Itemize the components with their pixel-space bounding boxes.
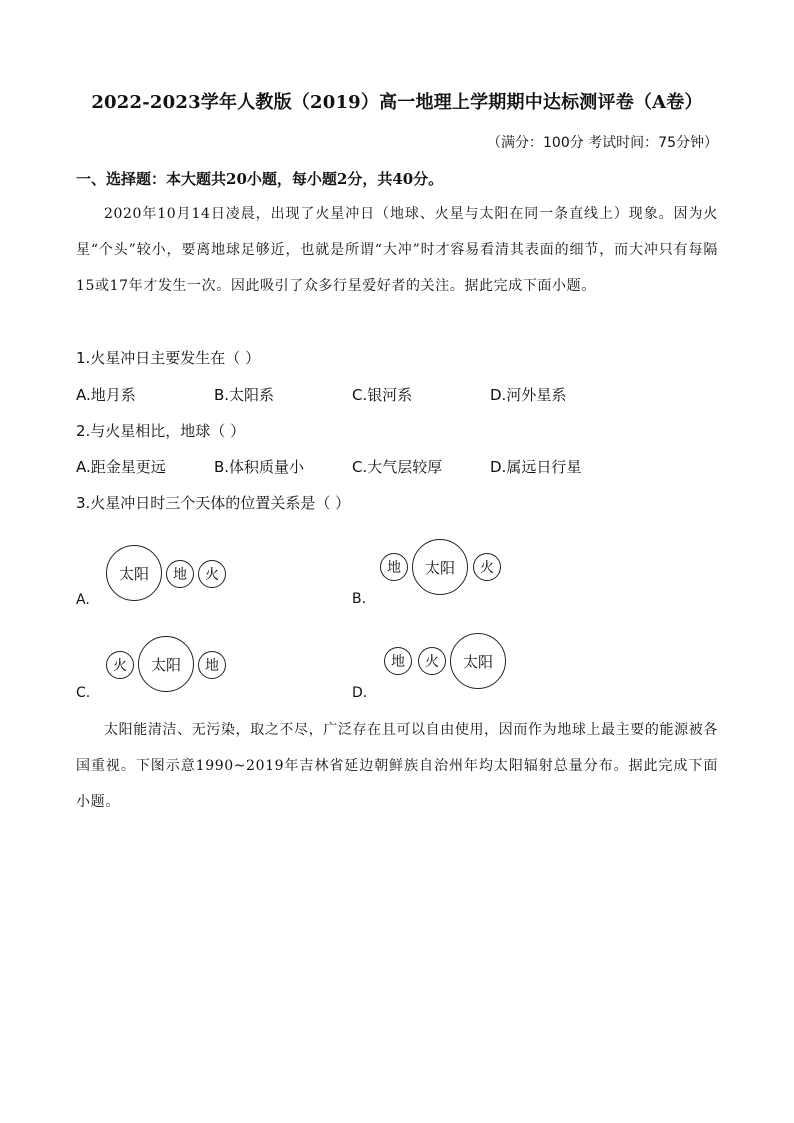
- diagram-c[interactable]: [76, 633, 296, 707]
- passage-mars-opposition: 2020年10月14日凌晨，出现了火星冲日（地球、火星与太阳在同一条直线上）现象。因为火星“个头”较小，要离地球足够近，也就是所谓“大冲”时才容易看清其表面的细节，而大冲只有每隔15或17年才发生一次。因此吸引了众多行星爱好者的关注。据此完成下面小题。: [76, 206, 718, 294]
- earth-circle: 地: [380, 553, 408, 581]
- sun-circle: 太阳: [450, 633, 506, 689]
- q1-option-a[interactable]: A.地月系: [76, 386, 136, 404]
- earth-circle: 地: [384, 647, 412, 675]
- question-3-stem: 3.火星冲日时三个天体的位置关系是（ ）: [76, 494, 351, 512]
- q1-option-d[interactable]: D.河外星系: [490, 386, 567, 404]
- question-1-options: [76, 384, 718, 406]
- q1-option-c[interactable]: C.银河系: [352, 386, 413, 404]
- sun-circle: 太阳: [412, 539, 468, 595]
- diagram-d-label: D.: [352, 685, 368, 701]
- question-1-stem: 1.火星冲日主要发生在（ ）: [76, 349, 261, 367]
- q2-option-d[interactable]: D.属远日行星: [490, 458, 582, 476]
- passage-solar-energy: 太阳能清洁、无污染，取之不尽，广泛存在且可以自由使用，因而作为地球上最主要的能源被各国重视。下图示意1990~2019年吉林省延边朝鲜族自治州年均太阳辐射总量分布。据此完成下面小题。: [76, 722, 718, 810]
- mars-circle: 火: [418, 647, 446, 675]
- exam-title: 2022-2023学年人教版（2019）高一地理上学期期中达标测评卷（A卷）: [91, 92, 703, 113]
- mars-circle: 火: [198, 560, 226, 588]
- diagram-a-label: A.: [76, 592, 90, 608]
- diagram-b-label: B.: [352, 591, 367, 607]
- sun-circle: 太阳: [138, 636, 194, 692]
- earth-circle: 地: [198, 651, 226, 679]
- section-heading: 一、选择题：本大题共20小题，每小题2分，共40分。: [76, 170, 444, 188]
- sun-circle: 太阳: [106, 545, 162, 601]
- q1-option-b[interactable]: B.太阳系: [214, 386, 275, 404]
- question-2-stem: 2.与火星相比，地球（ ）: [76, 422, 246, 440]
- mars-circle: 火: [106, 651, 134, 679]
- q2-option-c[interactable]: C.大气层较厚: [352, 458, 443, 476]
- diagram-b[interactable]: [352, 535, 572, 613]
- q2-option-a[interactable]: A.距金星更远: [76, 458, 166, 476]
- diagram-c-label: C.: [76, 685, 91, 701]
- diagram-d[interactable]: [352, 633, 572, 707]
- exam-meta: （满分：100分 考试时间：75分钟）: [487, 135, 718, 151]
- question-2-options: [76, 456, 718, 478]
- earth-circle: 地: [166, 560, 194, 588]
- q2-option-b[interactable]: B.体积质量小: [214, 458, 305, 476]
- diagram-a[interactable]: [76, 540, 296, 614]
- mars-circle: 火: [473, 553, 501, 581]
